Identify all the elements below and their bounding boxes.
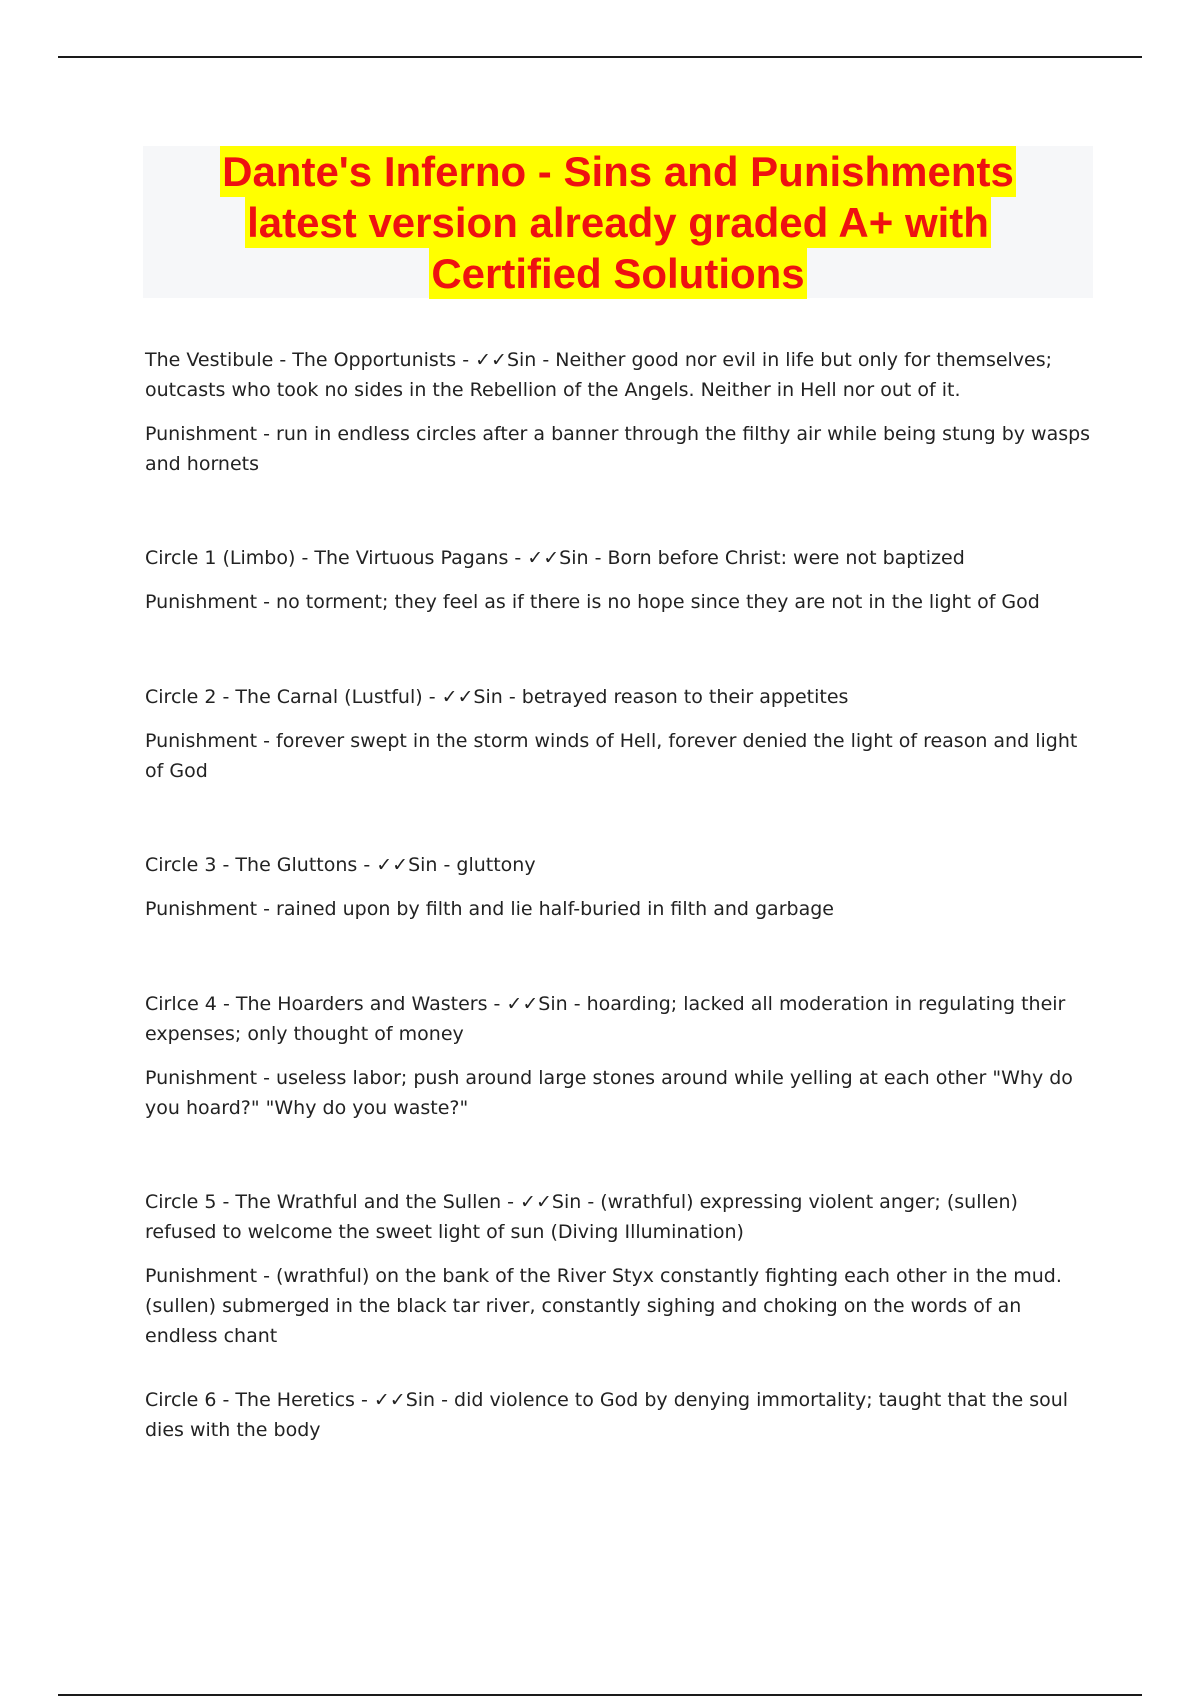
entry-circle-4 (145, 989, 1095, 1137)
title-line-2: latest version already graded A+ with (247, 199, 989, 246)
entry-answer: Punishment - rained upon by filth and lie half-buried in filth and garbage (145, 898, 834, 920)
entry-answer: Punishment - useless labor; push around large stones around while yelling at each other "Why do you hoard?" "Why do you waste?" (145, 1067, 1073, 1119)
entry-circle-5 (145, 1187, 1095, 1365)
entry-question: Circle 2 - The Carnal (Lustful) - ✓✓Sin - betrayed reason to their appetites (145, 686, 849, 708)
entry-circle-6 (145, 1385, 1095, 1459)
entry-question: Circle 5 - The Wrathful and the Sullen - ✓✓Sin - (wrathful) expressing violent anger; (sullen) refused to welcome the sweet light of sun (Diving Illumination) (145, 1191, 1018, 1243)
entry-question: Cirlce 4 - The Hoarders and Wasters - ✓✓Sin - hoarding; lacked all moderation in regulating their expenses; only thought of money (145, 993, 1066, 1045)
entry-answer: Punishment - run in endless circles after a banner through the filthy air while being stung by wasps and hornets (145, 423, 1091, 475)
entry-answer: Punishment - no torment; they feel as if there is no hope since they are not in the light of God (145, 591, 1040, 613)
entry-vestibule (145, 345, 1095, 493)
entry-question: The Vestibule - The Opportunists - ✓✓Sin - Neither good nor evil in life but only for themselves; outcasts who took no sides in the Rebellion of the Angels. Neither in Hell nor out of it. (145, 349, 1053, 401)
entry-question: Circle 6 - The Heretics - ✓✓Sin - did violence to God by denying immortality; taught that the soul dies with the body (145, 1389, 1069, 1441)
entry-answer: Punishment - forever swept in the storm winds of Hell, forever denied the light of reason and light of God (145, 730, 1078, 782)
entry-circle-3 (145, 850, 1095, 938)
entry-question: Circle 3 - The Gluttons - ✓✓Sin - gluttony (145, 854, 536, 876)
footer-rule (58, 1694, 1142, 1696)
title-line-1: Dante's Inferno - Sins and Punishments (222, 148, 1014, 195)
entry-answer: Punishment - (wrathful) on the bank of the River Styx constantly fighting each other in the mud. (sullen) submerged in the black tar river, constantly sighing and choking on the words of an endless chant (145, 1265, 1062, 1347)
document-title (143, 146, 1093, 299)
entry-question: Circle 1 (Limbo) - The Virtuous Pagans - ✓✓Sin - Born before Christ: were not baptized (145, 547, 965, 569)
title-box (143, 146, 1093, 298)
entry-circle-2 (145, 682, 1095, 800)
title-line-3: Certified Solutions (431, 250, 805, 297)
entry-circle-1 (145, 543, 1095, 631)
header-rule (58, 56, 1142, 58)
